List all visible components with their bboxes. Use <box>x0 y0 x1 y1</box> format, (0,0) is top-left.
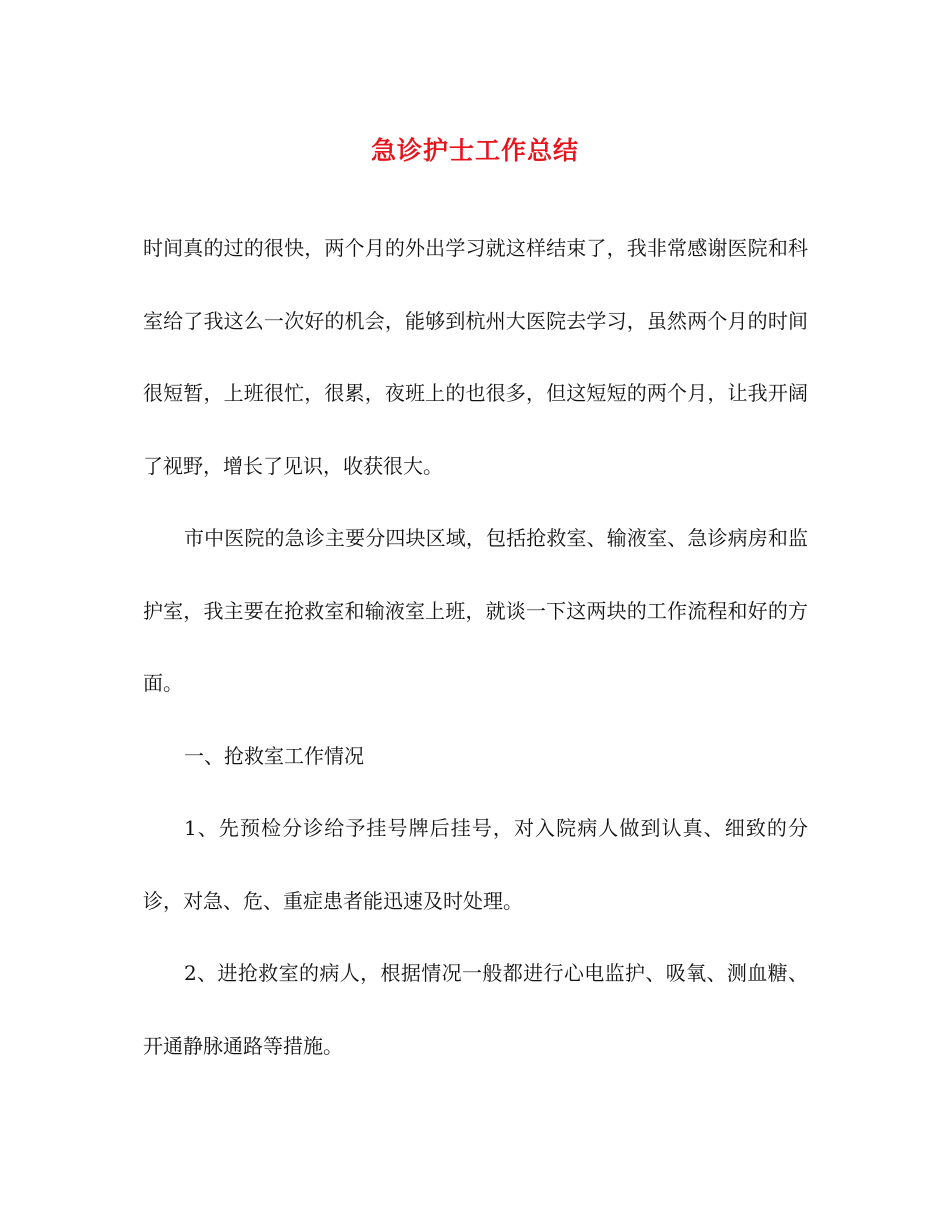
section-heading-resuscitation-room: 一、抢救室工作情况 <box>184 743 364 768</box>
paragraph-item-1: 1、先预检分诊给予挂号牌后挂号，对入院病人做到认真、细致的分诊，对急、危、重症患者能迅速及时处理。 <box>143 816 808 913</box>
document-title: 急诊护士工作总结 <box>370 136 579 165</box>
paragraph-intro: 时间真的过的很快，两个月的外出学习就这样结束了，我非常感谢医院和科室给了我这么一次好的机会，能够到杭州大医院去学习，虽然两个月的时间很短暂，上班很忙，很累，夜班上的也很多，但这短短的两个月，让我开阔了视野，增长了见识，收获很大。 <box>143 236 808 478</box>
paragraph-item-2: 2、进抢救室的病人，根据情况一般都进行心电监护、吸氧、测血糖、开通静脉通路等措施。 <box>143 961 808 1058</box>
document-body <box>143 212 808 1082</box>
paragraph-overview: 市中医院的急诊主要分四块区域，包括抢救室、输液室、急诊病房和监护室，我主要在抢救室和输液室上班，就谈一下这两块的工作流程和好的方面。 <box>143 526 808 695</box>
